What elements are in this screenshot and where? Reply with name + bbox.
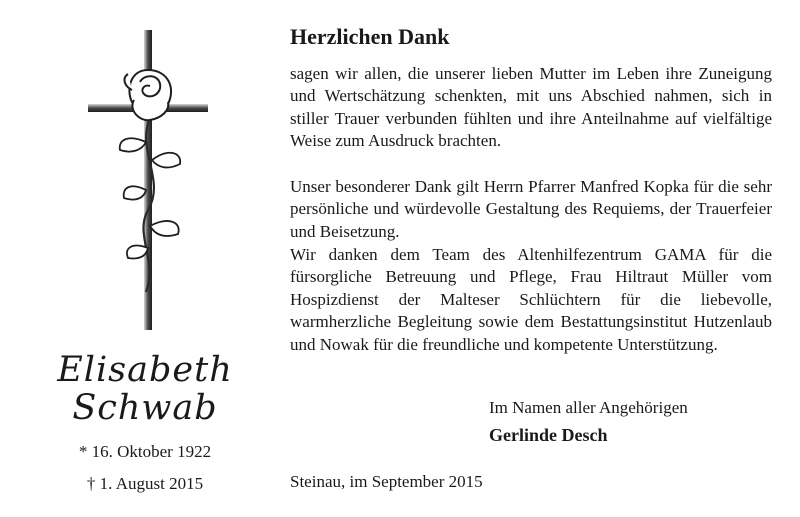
signature-name: Gerlinde Desch [489,425,608,445]
deceased-last-name: Schwab [72,388,218,428]
notice-heading: Herzlichen Dank [290,24,450,49]
thanks-paragraph: Wir danken dem Team des Altenhilfezentrum GAMA für die fürsorgliche Betreuung und Pflege, Frau Hiltraut Müller vom Hospizdienst der Malteser Schlüchtern für die liebevolle, warmherzliche Begleitung sowie dem Bestattungsinstitut Hutzenlaub und Nowak für die freundliche und kompetente Unterstützung. [290,245,772,354]
cross-with-rose-icon [88,30,208,330]
signature-intro: Im Namen aller Angehörigen [489,398,688,417]
death-date: † 1. August 2015 [86,474,204,493]
thanks-paragraph: Unser besonderer Dank gilt Herrn Pfarrer Manfred Kopka für die sehr persönliche und würdevolle Gestaltung des Requiems, der Trauerfeier und Beisetzung. [290,177,772,241]
birth-date: * 16. Oktober 1922 [78,442,212,461]
thanks-paragraph: sagen wir allen, die unserer lieben Mutter im Leben ihre Zuneigung und Wertschätzung schenkten, mit uns Abschied nahmen, sich in stiller Trauer verbunden fühlten und ihre Anteilnahme auf vielfältige Weise zum Ausdruck brachten. [290,64,772,151]
deceased-first-name: Elisabeth [57,350,233,390]
place-and-date: Steinau, im September 2015 [290,472,483,491]
